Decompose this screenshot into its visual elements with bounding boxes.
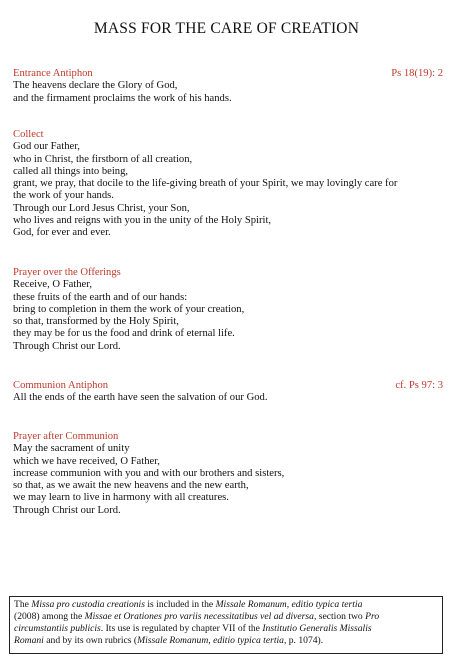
section-heading: Entrance Antiphon (13, 68, 93, 79)
footer-text: is included in the (144, 599, 216, 610)
text-line: they may be for us the food and drink of eternal life. (13, 328, 235, 340)
prayer-over-offerings-section (13, 267, 443, 353)
footer-line (14, 611, 438, 623)
text-line: so that, transformed by the Holy Spirit, (13, 316, 179, 328)
text-line: who in Christ, the firstborn of all creation, (13, 153, 193, 165)
text-line: Through our Lord Jesus Christ, your Son, (13, 202, 190, 214)
footer-italic-text: Missae et Orationes pro variis necessitatibus vel ad diversa (84, 611, 314, 623)
footer-italic-text: Missale Romanum, editio typica tertia (215, 599, 363, 610)
footer-italic-text: Missale Romanum, editio typica tertia (137, 635, 284, 647)
footer-italic-text: Pro (365, 611, 380, 623)
text-line: who lives and reigns with you in the unity of the Holy Spirit, (13, 215, 272, 227)
footer-text: and by its own rubrics ( (43, 635, 138, 647)
section-heading: Prayer after Communion (13, 431, 119, 442)
text-line: we may learn to live in harmony with all creatures. (13, 492, 229, 504)
text-line: Through Christ our Lord. (13, 504, 121, 516)
footer-note (9, 596, 443, 654)
footer-italic-text: Romani (14, 635, 44, 647)
footer-text: (2008) among the (14, 611, 85, 623)
footer-line (14, 599, 438, 611)
footer-text: , section two (313, 611, 366, 623)
section-heading: Collect (13, 129, 44, 140)
text-line: The heavens declare the Glory of God, (13, 80, 178, 92)
footer-line (14, 623, 438, 635)
text-line: which we have received, O Father, (13, 455, 160, 467)
section-heading: Communion Antiphon (13, 380, 109, 391)
scripture-reference: cf. Ps 97: 3 (395, 380, 443, 391)
footer-text: , p. 1074). (283, 635, 324, 647)
entrance-antiphon-section (13, 68, 443, 105)
footer-italic-text: Missa pro custodia creationis (31, 599, 145, 610)
footer-italic-text: Institutio Generalis Missalis (262, 623, 372, 635)
text-line: increase communion with you and with our brothers and sisters, (13, 467, 285, 479)
text-line: bring to completion in them the work of your creation, (13, 303, 245, 315)
text-line: God, for ever and ever. (13, 227, 111, 239)
footer-italic-text: circumstantiis publicis (14, 623, 101, 635)
prayer-after-communion-section (13, 431, 443, 517)
footer-text: . Its use is regulated by chapter VII of the (100, 623, 263, 635)
text-line: and the firmament proclaims the work of his hands. (13, 92, 232, 104)
text-line: All the ends of the earth have seen the salvation of our God. (13, 392, 268, 404)
communion-antiphon-section (13, 380, 443, 405)
text-line: Through Christ our Lord. (13, 340, 121, 352)
text-line: grant, we pray, that docile to the life-giving breath of your Spirit, we may lovingly care for (13, 178, 398, 190)
text-line: Receive, O Father, (13, 279, 92, 291)
collect-section (13, 129, 443, 240)
text-line: the work of your hands. (13, 190, 114, 202)
text-line: May the sacrament of unity (13, 443, 130, 455)
scripture-reference: Ps 18(19): 2 (391, 68, 443, 79)
text-line: these fruits of the earth and of our hands: (13, 291, 188, 303)
text-line: God our Father, (13, 141, 80, 153)
footer-text: The (14, 599, 32, 610)
section-heading: Prayer over the Offerings (13, 267, 121, 278)
text-line: called all things into being, (13, 165, 129, 177)
footer-line (14, 635, 438, 647)
page-title: MASS FOR THE CARE OF CREATION (93, 20, 360, 37)
text-line: so that, as we await the new heavens and the new earth, (13, 480, 249, 492)
